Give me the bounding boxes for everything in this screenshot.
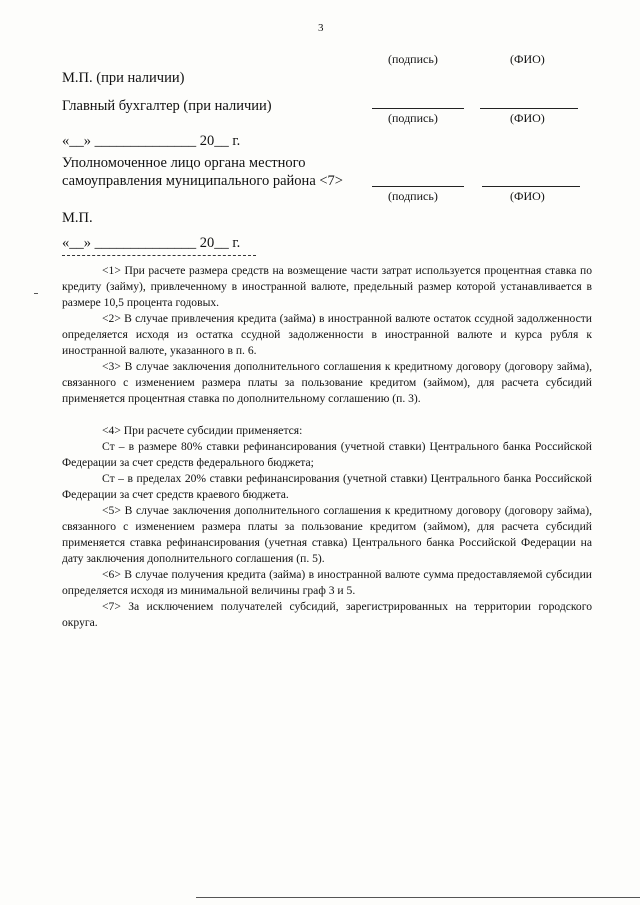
footnote-3: <3> В случае заключения дополнительного соглашения к кредитному договору (договору займа), связанного с изменением размера платы за пользование кредитом (займом), для расчета субсидий применяется процентная ставка по дополнительному соглашению (п. 3). [62, 360, 592, 405]
signature-label: (подпись) [388, 111, 438, 125]
footnote-4-federal: Ст – в размере 80% ставки рефинансирования (учетной ставки) Центрального банка Российской Федерации за счет средств федерального бюджета; [62, 440, 592, 469]
date-year: 20__ [199, 235, 229, 251]
footnote-4: <4> При расчете субсидии применяется: [102, 424, 303, 437]
authorized-person-line2: самоуправления муниципального района <7> [62, 173, 343, 189]
date-suffix: г. [232, 235, 241, 251]
fio-label: (ФИО) [510, 189, 545, 203]
chief-accountant: Главный бухгалтер (при наличии) [62, 98, 272, 114]
mp-optional [62, 70, 184, 87]
fio-line[interactable] [480, 108, 578, 109]
footnote-6: <6> В случае получения кредита (займа) в иностранной валюте сумма предоставляемой субсидии определяется исходя из минимальной величины граф 3 и 5. [62, 568, 592, 597]
footnote-4-regional: Ст – в пределах 20% ставки рефинансирования (учетной ставки) Центрального банка Российской Федерации за счет средств краевого бюджета. [62, 472, 592, 501]
date-day: «__» [62, 235, 91, 251]
signature-label: (подпись) [388, 189, 438, 203]
page-number: 3 [318, 22, 324, 34]
footnote-2: <2> В случае привлечения кредита (займа) в иностранной валюте остаток ссудной задолженности определяется исходя из остатка ссудной задолженности в иностранной валюте и курса рубля к иностранной валюте, указанного в п. 6. [62, 312, 592, 357]
scan-edge-line [196, 897, 640, 898]
signature-line[interactable] [372, 108, 464, 109]
date-month-blank: ______________ [94, 133, 197, 149]
date-suffix: г. [232, 133, 241, 149]
date-year: 20__ [199, 133, 229, 149]
fio-label: (ФИО) [510, 111, 545, 125]
footnote-separator [62, 255, 256, 256]
date-month-blank: ______________ [94, 235, 197, 251]
signature-label: (подпись) [388, 52, 438, 66]
signature-line[interactable] [372, 186, 464, 187]
footnote-7: <7> За исключением получателей субсидий, зарегистрированных на территории городского округа. [62, 600, 592, 629]
fio-label: (ФИО) [510, 52, 545, 66]
date-line [62, 235, 240, 252]
fio-line[interactable] [482, 186, 580, 187]
mp-optional-text: М.П. (при наличии) [62, 70, 185, 86]
date-line [62, 133, 240, 150]
mp-stamp: М.П. [62, 210, 93, 226]
date-day: «__» [62, 133, 91, 149]
authorized-person-line1: Уполномоченное лицо органа местного [62, 155, 306, 171]
footnote-5: <5> В случае заключения дополнительного соглашения к кредитному договору (договору займа), связанного с изменением размера платы за пользование кредитом (займом), для расчета субсидий применяется ставка рефинансирования (учетная ставка) Центрального банка Российской Федерации на дату заключения дополнительного соглашения (п. 5). [62, 504, 592, 565]
footnote-1: <1> При расчете размера средств на возмещение части затрат используется процентная ставка по кредиту (займу), привлеченному в иностранной валюте, предельный размер которой устанавливается в размере 10,5 процента годовых. [62, 264, 592, 309]
margin-mark [34, 293, 38, 294]
